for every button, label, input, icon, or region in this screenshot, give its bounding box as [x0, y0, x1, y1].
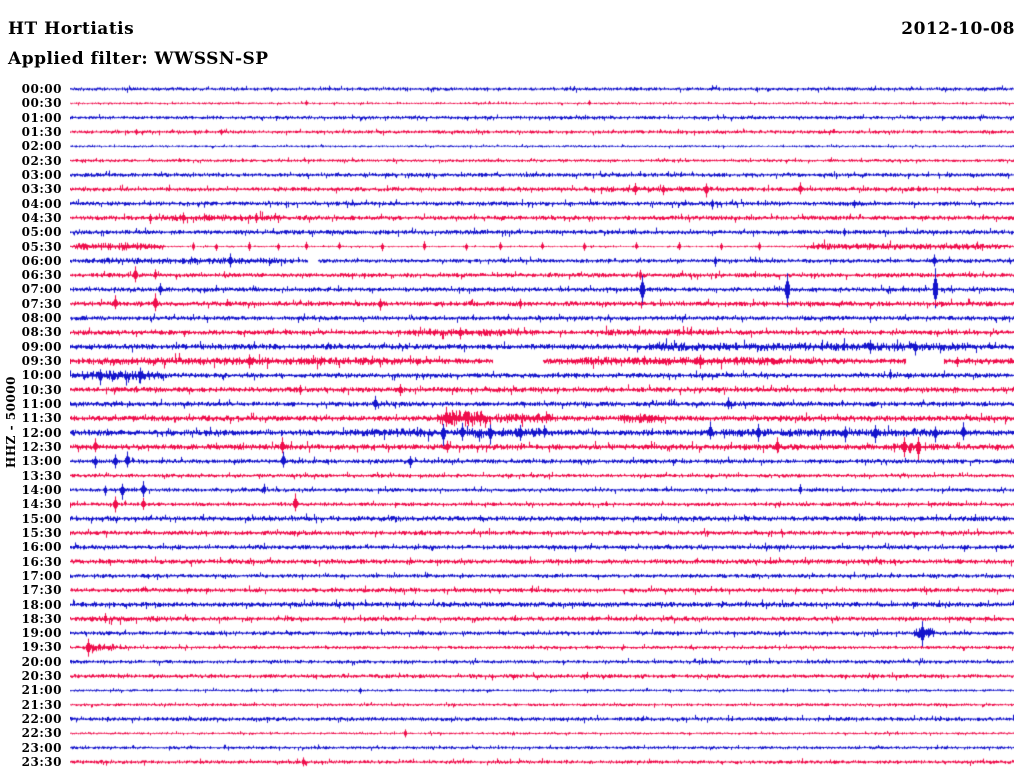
time-label: 13:30 — [21, 468, 62, 483]
time-label: 12:00 — [21, 425, 62, 440]
time-label: 14:30 — [21, 497, 62, 512]
time-labels — [0, 0, 62, 780]
channel-axis-label: HHZ - 50000 — [4, 375, 18, 468]
time-label: 12:30 — [21, 440, 62, 454]
time-label: 06:30 — [21, 268, 62, 283]
time-label: 15:30 — [21, 525, 62, 540]
time-label: 16:30 — [21, 554, 62, 569]
time-label: 11:30 — [21, 411, 62, 426]
time-label: 11:00 — [21, 397, 62, 412]
time-label: 10:30 — [21, 382, 62, 397]
time-label: 00:30 — [21, 96, 62, 111]
time-label: 04:00 — [21, 196, 62, 211]
time-label: 10:00 — [21, 368, 62, 383]
time-label: 22:30 — [21, 726, 62, 741]
time-label: 13:00 — [21, 454, 62, 469]
time-label: 17:00 — [21, 568, 62, 583]
time-label: 07:30 — [21, 296, 62, 311]
time-label: 23:00 — [21, 740, 62, 755]
station-title: HT Hortiatis — [8, 19, 135, 39]
time-label: 14:00 — [21, 482, 62, 497]
time-label: 02:00 — [21, 139, 62, 154]
time-label: 19:30 — [21, 640, 62, 655]
time-label: 05:00 — [21, 225, 62, 240]
time-label: 22:00 — [21, 712, 62, 727]
time-label: 20:00 — [21, 654, 62, 669]
filter-label: Applied filter: WWSSN-SP — [8, 49, 269, 69]
helicorder-canvas — [70, 80, 1014, 780]
time-label: 15:00 — [21, 511, 62, 526]
time-label: 19:00 — [21, 626, 62, 641]
time-label: 01:00 — [21, 110, 62, 125]
time-label: 21:30 — [21, 697, 62, 712]
time-label: 00:00 — [21, 82, 62, 96]
time-label: 23:30 — [21, 755, 62, 770]
time-label: 08:30 — [21, 325, 62, 340]
time-label: 02:30 — [21, 153, 62, 168]
time-label: 05:30 — [21, 239, 62, 254]
time-label: 09:30 — [21, 354, 62, 369]
time-label: 06:00 — [21, 253, 62, 268]
time-label: 20:30 — [21, 669, 62, 684]
time-label: 21:00 — [21, 683, 62, 698]
time-label: 17:30 — [21, 583, 62, 598]
time-label: 18:30 — [21, 611, 62, 626]
time-label: 18:00 — [21, 597, 62, 612]
time-label: 03:00 — [21, 167, 62, 182]
time-label: 01:30 — [21, 124, 62, 139]
time-label: 08:00 — [21, 311, 62, 326]
date-label: 2012-10-08 — [901, 19, 1015, 39]
time-label: 16:00 — [21, 540, 62, 555]
time-label: 03:30 — [21, 182, 62, 197]
time-label: 09:00 — [21, 339, 62, 354]
time-label: 04:30 — [21, 210, 62, 225]
time-label: 07:00 — [21, 282, 62, 297]
